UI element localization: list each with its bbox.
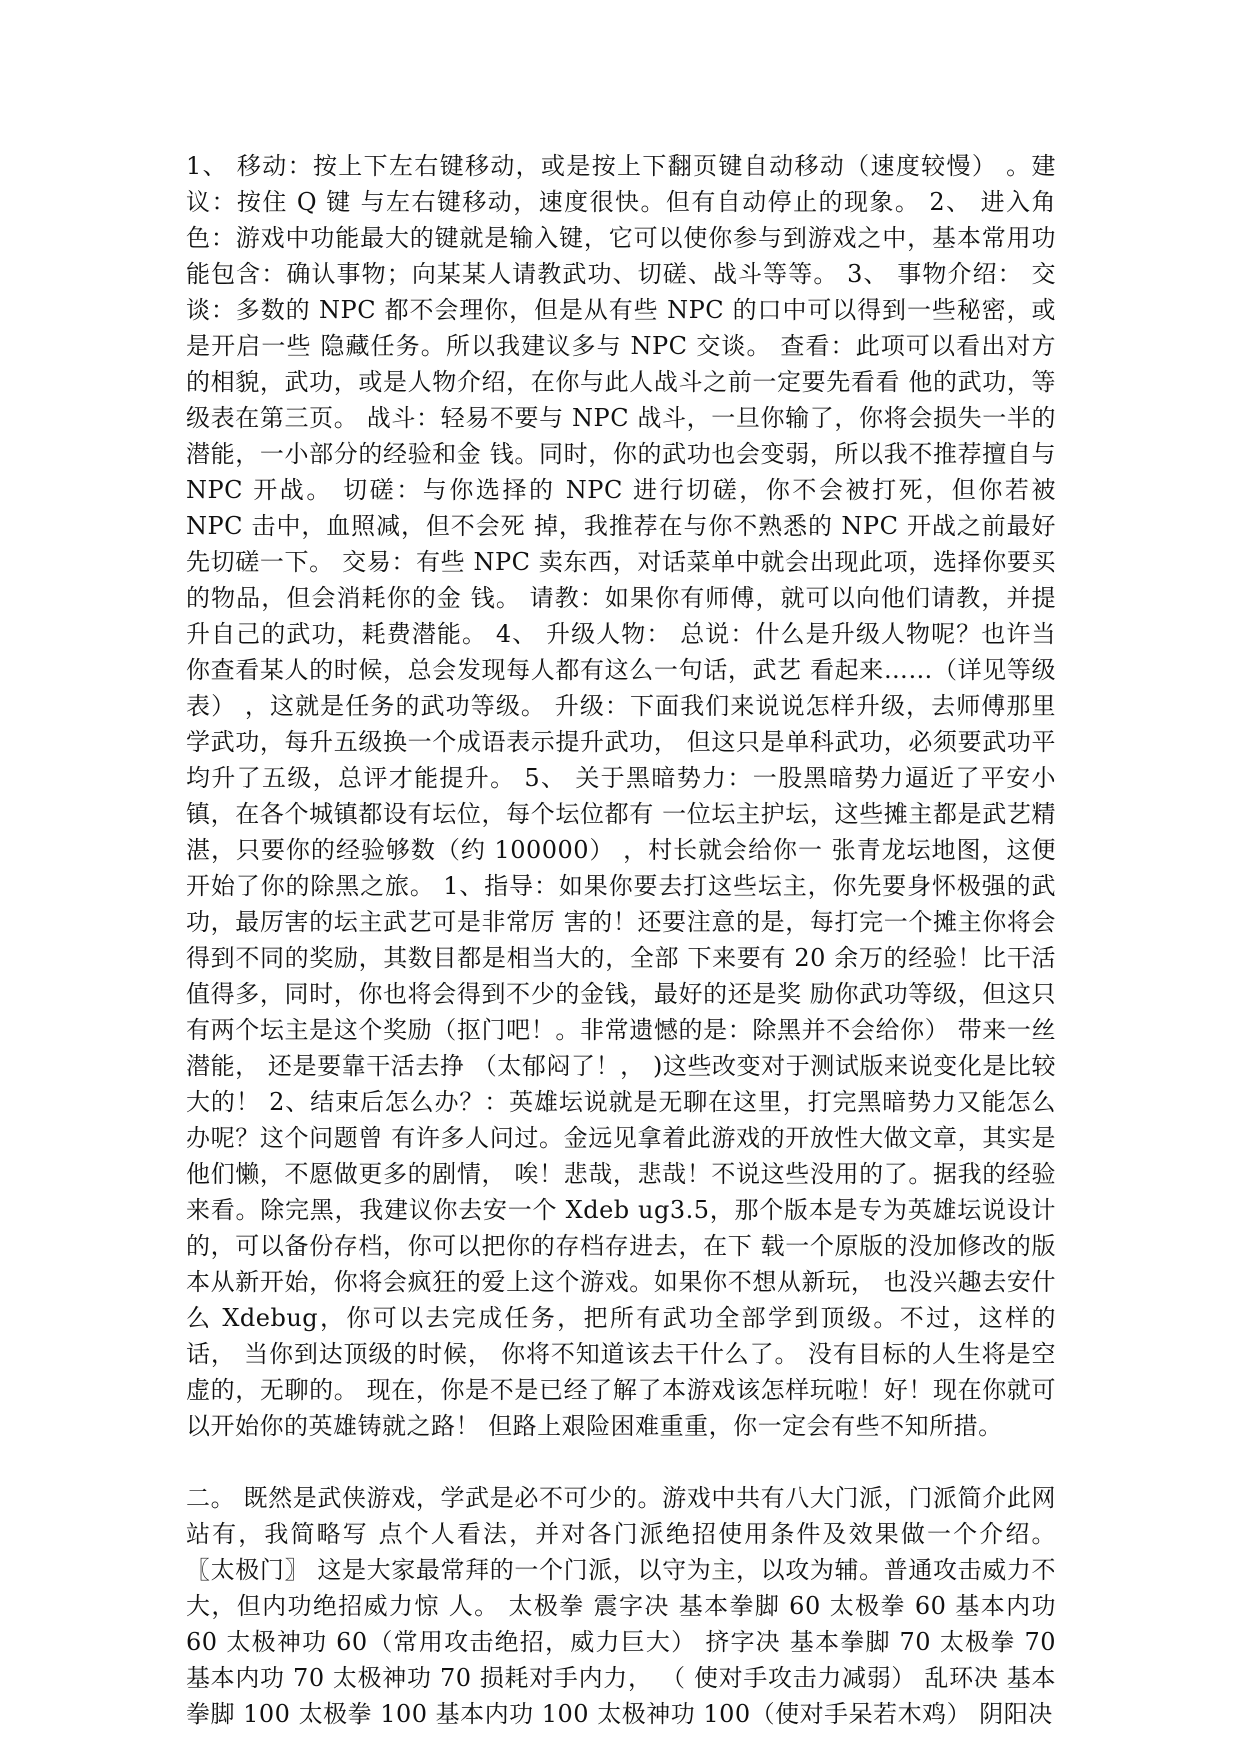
paragraph-martial-schools: 二。 既然是武侠游戏，学武是必不可少的。游戏中共有八大门派，门派简介此网站有，我简略写 点个人看法，并对各门派绝招使用条件及效果做一个介绍。 〖太极门〗 这是大家最常拜的一个门派，以守为主，以攻为辅。普通攻击威力不大，但内功绝招威力惊 人。 太极拳 震字决 基本拳脚 60 太极拳 60 基本内功 60 太极神功 60（常用攻击绝招，威力巨大） 挤字决 基本拳脚 70 太极拳 70 基本内功 70 太极神功 70 损耗对手内力， （ 使对手攻击力减弱） 乱环决 基本拳脚 100 太极拳 100 基本内功 100 太极神功 100（使对手呆若木鸡） 阴阳决 (186, 1484, 1056, 1728)
document-page (186, 148, 1056, 1732)
paragraph-gameplay-guide: 1、 移动：按上下左右键移动，或是按上下翻页键自动移动（速度较慢） 。建议：按住 Q 键 与左右键移动，速度很快。但有自动停止的现象。 2、 进入角色：游戏中功能最大的键就是输入键，它可以使你参与到游戏之中，基本常用功 能包含：确认事物；向某某人请教武功、切磋、战斗等等。 3、 事物介绍： 交谈：多数的 NPC 都不会理你，但是从有些 NPC 的口中可以得到一些秘密，或是开启一些 隐藏任务。所以我建议多与 NPC 交谈。 查看：此项可以看出对方的相貌，武功，或是人物介绍，在你与此人战斗之前一定要先看看 他的武功，等级表在第三页。 战斗：轻易不要与 NPC 战斗，一旦你输了，你将会损失一半的潜能，一小部分的经验和金 钱。同时，你的武功也会变弱，所以我不推荐擅自与 NPC 开战。 切磋：与你选择的 NPC 进行切磋，你不会被打死，但你若被 NPC 击中，血照减，但不会死 掉，我推荐在与你不熟悉的 NPC 开战之前最好先切磋一下。 交易：有些 NPC 卖东西，对话菜单中就会出现此项，选择你要买的物品，但会消耗你的金 钱。 请教：如果你有师傅，就可以向他们请教，并提升自己的武功，耗费潜能。 4、 升级人物： 总说：什么是升级人物呢？也许当你查看某人的时候，总会发现每人都有这么一句话，武艺 看起来……（详见等级表） ，这就是任务的武功等级。 升级：下面我们来说说怎样升级，去师傅那里学武功，每升五级换一个成语表示提升武功， 但这只是单科武功，必须要武功平均升了五级，总评才能提升。 5、 关于黑暗势力：一股黑暗势力逼近了平安小镇，在各个城镇都设有坛位，每个坛位都有 一位坛主护坛，这些摊主都是武艺精湛，只要你的经验够数（约 100000） ，村长就会给你一 张青龙坛地图，这便开始了你的除黑之旅。 1、指导：如果你要去打这些坛主，你先要身怀极强的武功，最厉害的坛主武艺可是非常厉 害的！还要注意的是，每打完一个摊主你将会得到不同的奖励，其数目都是相当大的，全部 下来要有 20 余万的经验！比干活值得多，同时，你也将会得到不少的金钱，最好的还是奖 励你武功等级，但这只有两个坛主是这个奖励（抠门吧！。非常遗憾的是：除黑并不会给你） 带来一丝潜能， 还是要靠干活去挣 （太郁闷了！， )这些改变对于测试版来说变化是比较大的！ 2、结束后怎么办？：英雄坛说就是无聊在这里，打完黑暗势力又能怎么办呢？这个问题曾 有许多人问过。金远见拿着此游戏的开放性大做文章，其实是他们懒，不愿做更多的剧情， 唉！悲哉，悲哉！不说这些没用的了。据我的经验来看。除完黑，我建议你去安一个 Xdeb ug3.5，那个版本是专为英雄坛说设计的，可以备份存档，你可以把你的存档存进去，在下 载一个原版的没加修改的版本从新开始，你将会疯狂的爱上这个游戏。如果你不想从新玩， 也没兴趣去安什么 Xdebug，你可以去完成任务，把所有武功全部学到顶级。不过，这样的 话， 当你到达顶级的时候， 你将不知道该去干什么了。 没有目标的人生将是空虚的，无聊的。 现在，你是不是已经了解了本游戏该怎样玩啦！好！现在你就可以开始你的英雄铸就之路！ 但路上艰险困难重重，你一定会有些不知所措。 (186, 152, 1056, 1440)
